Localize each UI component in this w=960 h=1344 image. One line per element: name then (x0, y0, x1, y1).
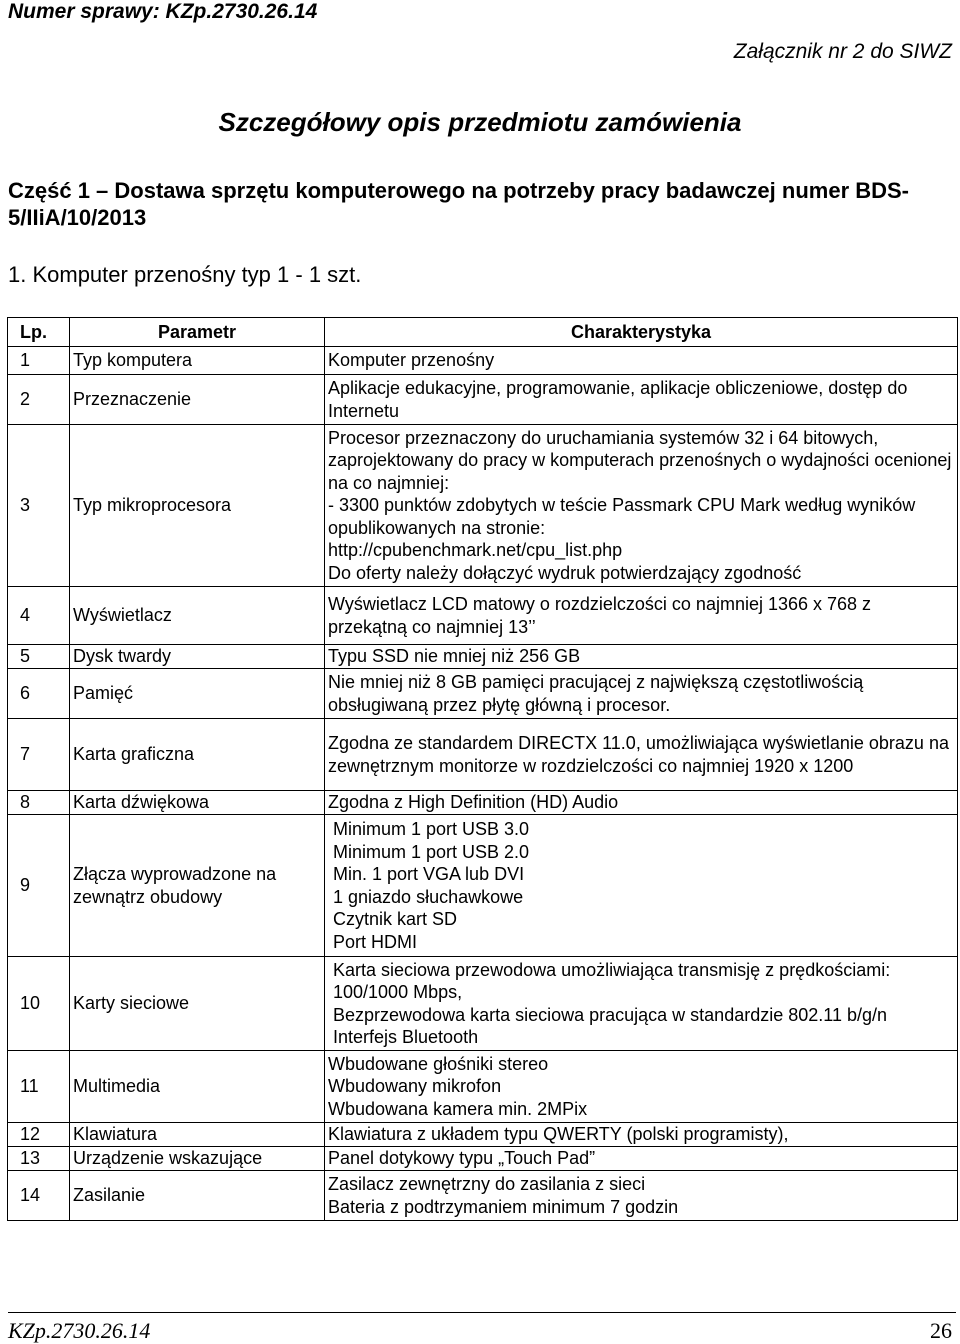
header-characteristics: Charakterystyka (325, 318, 958, 347)
row-number: 3 (8, 425, 70, 587)
row-parameter: Karta graficzna (70, 719, 325, 791)
row-parameter: Dysk twardy (70, 645, 325, 669)
row-characteristics: Klawiatura z układem typu QWERTY (polski programisty), (325, 1123, 958, 1147)
case-number: Numer sprawy: KZp.2730.26.14 (8, 0, 318, 23)
header-parameter: Parametr (70, 318, 325, 347)
row-characteristics: Wbudowane głośniki stereo Wbudowany mikrofon Wbudowana kamera min. 2MPix (325, 1051, 958, 1123)
row-characteristics: Zgodna z High Definition (HD) Audio (325, 791, 958, 815)
table-row (8, 1051, 958, 1123)
table-row (8, 375, 958, 425)
table-row (8, 957, 958, 1051)
row-number: 14 (8, 1171, 70, 1221)
part-heading: Część 1 – Dostawa sprzętu komputerowego na potrzeby pracy badawczej numer BDS-5/IIiA/10/2013 (8, 178, 910, 230)
row-parameter: Złącza wyprowadzone na zewnątrz obudowy (70, 815, 325, 957)
row-parameter: Multimedia (70, 1051, 325, 1123)
row-characteristics: Zasilacz zewnętrzny do zasilania z sieci Bateria z podtrzymaniem minimum 7 godzin (325, 1171, 958, 1221)
row-characteristics: Panel dotykowy typu „Touch Pad” (325, 1147, 958, 1171)
row-parameter: Urządzenie wskazujące (70, 1147, 325, 1171)
annex-label: Załącznik nr 2 do SIWZ (733, 40, 952, 63)
row-number: 5 (8, 645, 70, 669)
table-row (8, 645, 958, 669)
row-number: 7 (8, 719, 70, 791)
row-parameter: Przeznaczenie (70, 375, 325, 425)
table-row (8, 815, 958, 957)
row-parameter: Zasilanie (70, 1171, 325, 1221)
row-parameter: Typ mikroprocesora (70, 425, 325, 587)
row-parameter: Karta dźwiękowa (70, 791, 325, 815)
table-row (8, 425, 958, 587)
row-parameter: Pamięć (70, 669, 325, 719)
table-row (8, 719, 958, 791)
row-number: 11 (8, 1051, 70, 1123)
row-parameter: Klawiatura (70, 1123, 325, 1147)
row-characteristics: Nie mniej niż 8 GB pamięci pracującej z największą częstotliwością obsługiwaną przez płytę główną i procesor. (325, 669, 958, 719)
row-characteristics: Karta sieciowa przewodowa umożliwiająca transmisję z prędkościami: 100/1000 Mbps, Bezprzewodowa karta sieciowa pracująca w standardzie 802.11 b/g/n Interfejs Bluetooth (325, 957, 958, 1051)
specification-table (7, 317, 958, 1221)
row-parameter: Karty sieciowe (70, 957, 325, 1051)
footer-divider (8, 1312, 956, 1313)
table-row (8, 587, 958, 645)
row-characteristics: Wyświetlacz LCD matowy o rozdzielczości co najmniej 1366 x 768 z przekątną co najmniej 13’’ (325, 587, 958, 645)
table-row (8, 1171, 958, 1221)
header-lp: Lp. (8, 318, 70, 347)
table-row (8, 1123, 958, 1147)
document-title: Szczegółowy opis przedmiotu zamówienia (218, 107, 742, 137)
row-characteristics: Minimum 1 port USB 3.0 Minimum 1 port USB 2.0 Min. 1 port VGA lub DVI 1 gniazdo słuchawkowe Czytnik kart SD Port HDMI (325, 815, 958, 957)
row-number: 6 (8, 669, 70, 719)
table-row (8, 669, 958, 719)
row-number: 12 (8, 1123, 70, 1147)
table-row (8, 791, 958, 815)
page-number: 26 (930, 1318, 952, 1343)
row-number: 8 (8, 791, 70, 815)
row-number: 9 (8, 815, 70, 957)
row-parameter: Typ komputera (70, 347, 325, 375)
row-number: 13 (8, 1147, 70, 1171)
table-header-row (8, 318, 958, 347)
row-number: 2 (8, 375, 70, 425)
table-row (8, 1147, 958, 1171)
row-characteristics: Procesor przeznaczony do uruchamiania systemów 32 i 64 bitowych, zaprojektowany do pracy w komputerach przenośnych o wydajności ocenionej na co najmniej: - 3300 punktów zdobytych w teście Passmark CPU Mark według wyników opublikowanych na stronie: http://cpubenchmark.net/cpu_list.php Do oferty należy dołączyć wydruk potwierdzający zgodność (325, 425, 958, 587)
row-number: 4 (8, 587, 70, 645)
row-number: 1 (8, 347, 70, 375)
table-row (8, 347, 958, 375)
row-number: 10 (8, 957, 70, 1051)
row-characteristics: Aplikacje edukacyjne, programowanie, aplikacje obliczeniowe, dostęp do Internetu (325, 375, 958, 425)
row-characteristics: Zgodna ze standardem DIRECTX 11.0, umożliwiająca wyświetlanie obrazu na zewnętrznym monitorze w rozdzielczości co najmniej 1920 x 1200 (325, 719, 958, 791)
item-heading: 1. Komputer przenośny typ 1 - 1 szt. (8, 262, 362, 287)
footer-reference: KZp.2730.26.14 (8, 1318, 151, 1343)
row-characteristics: Typu SSD nie mniej niż 256 GB (325, 645, 958, 669)
row-parameter: Wyświetlacz (70, 587, 325, 645)
row-characteristics: Komputer przenośny (325, 347, 958, 375)
